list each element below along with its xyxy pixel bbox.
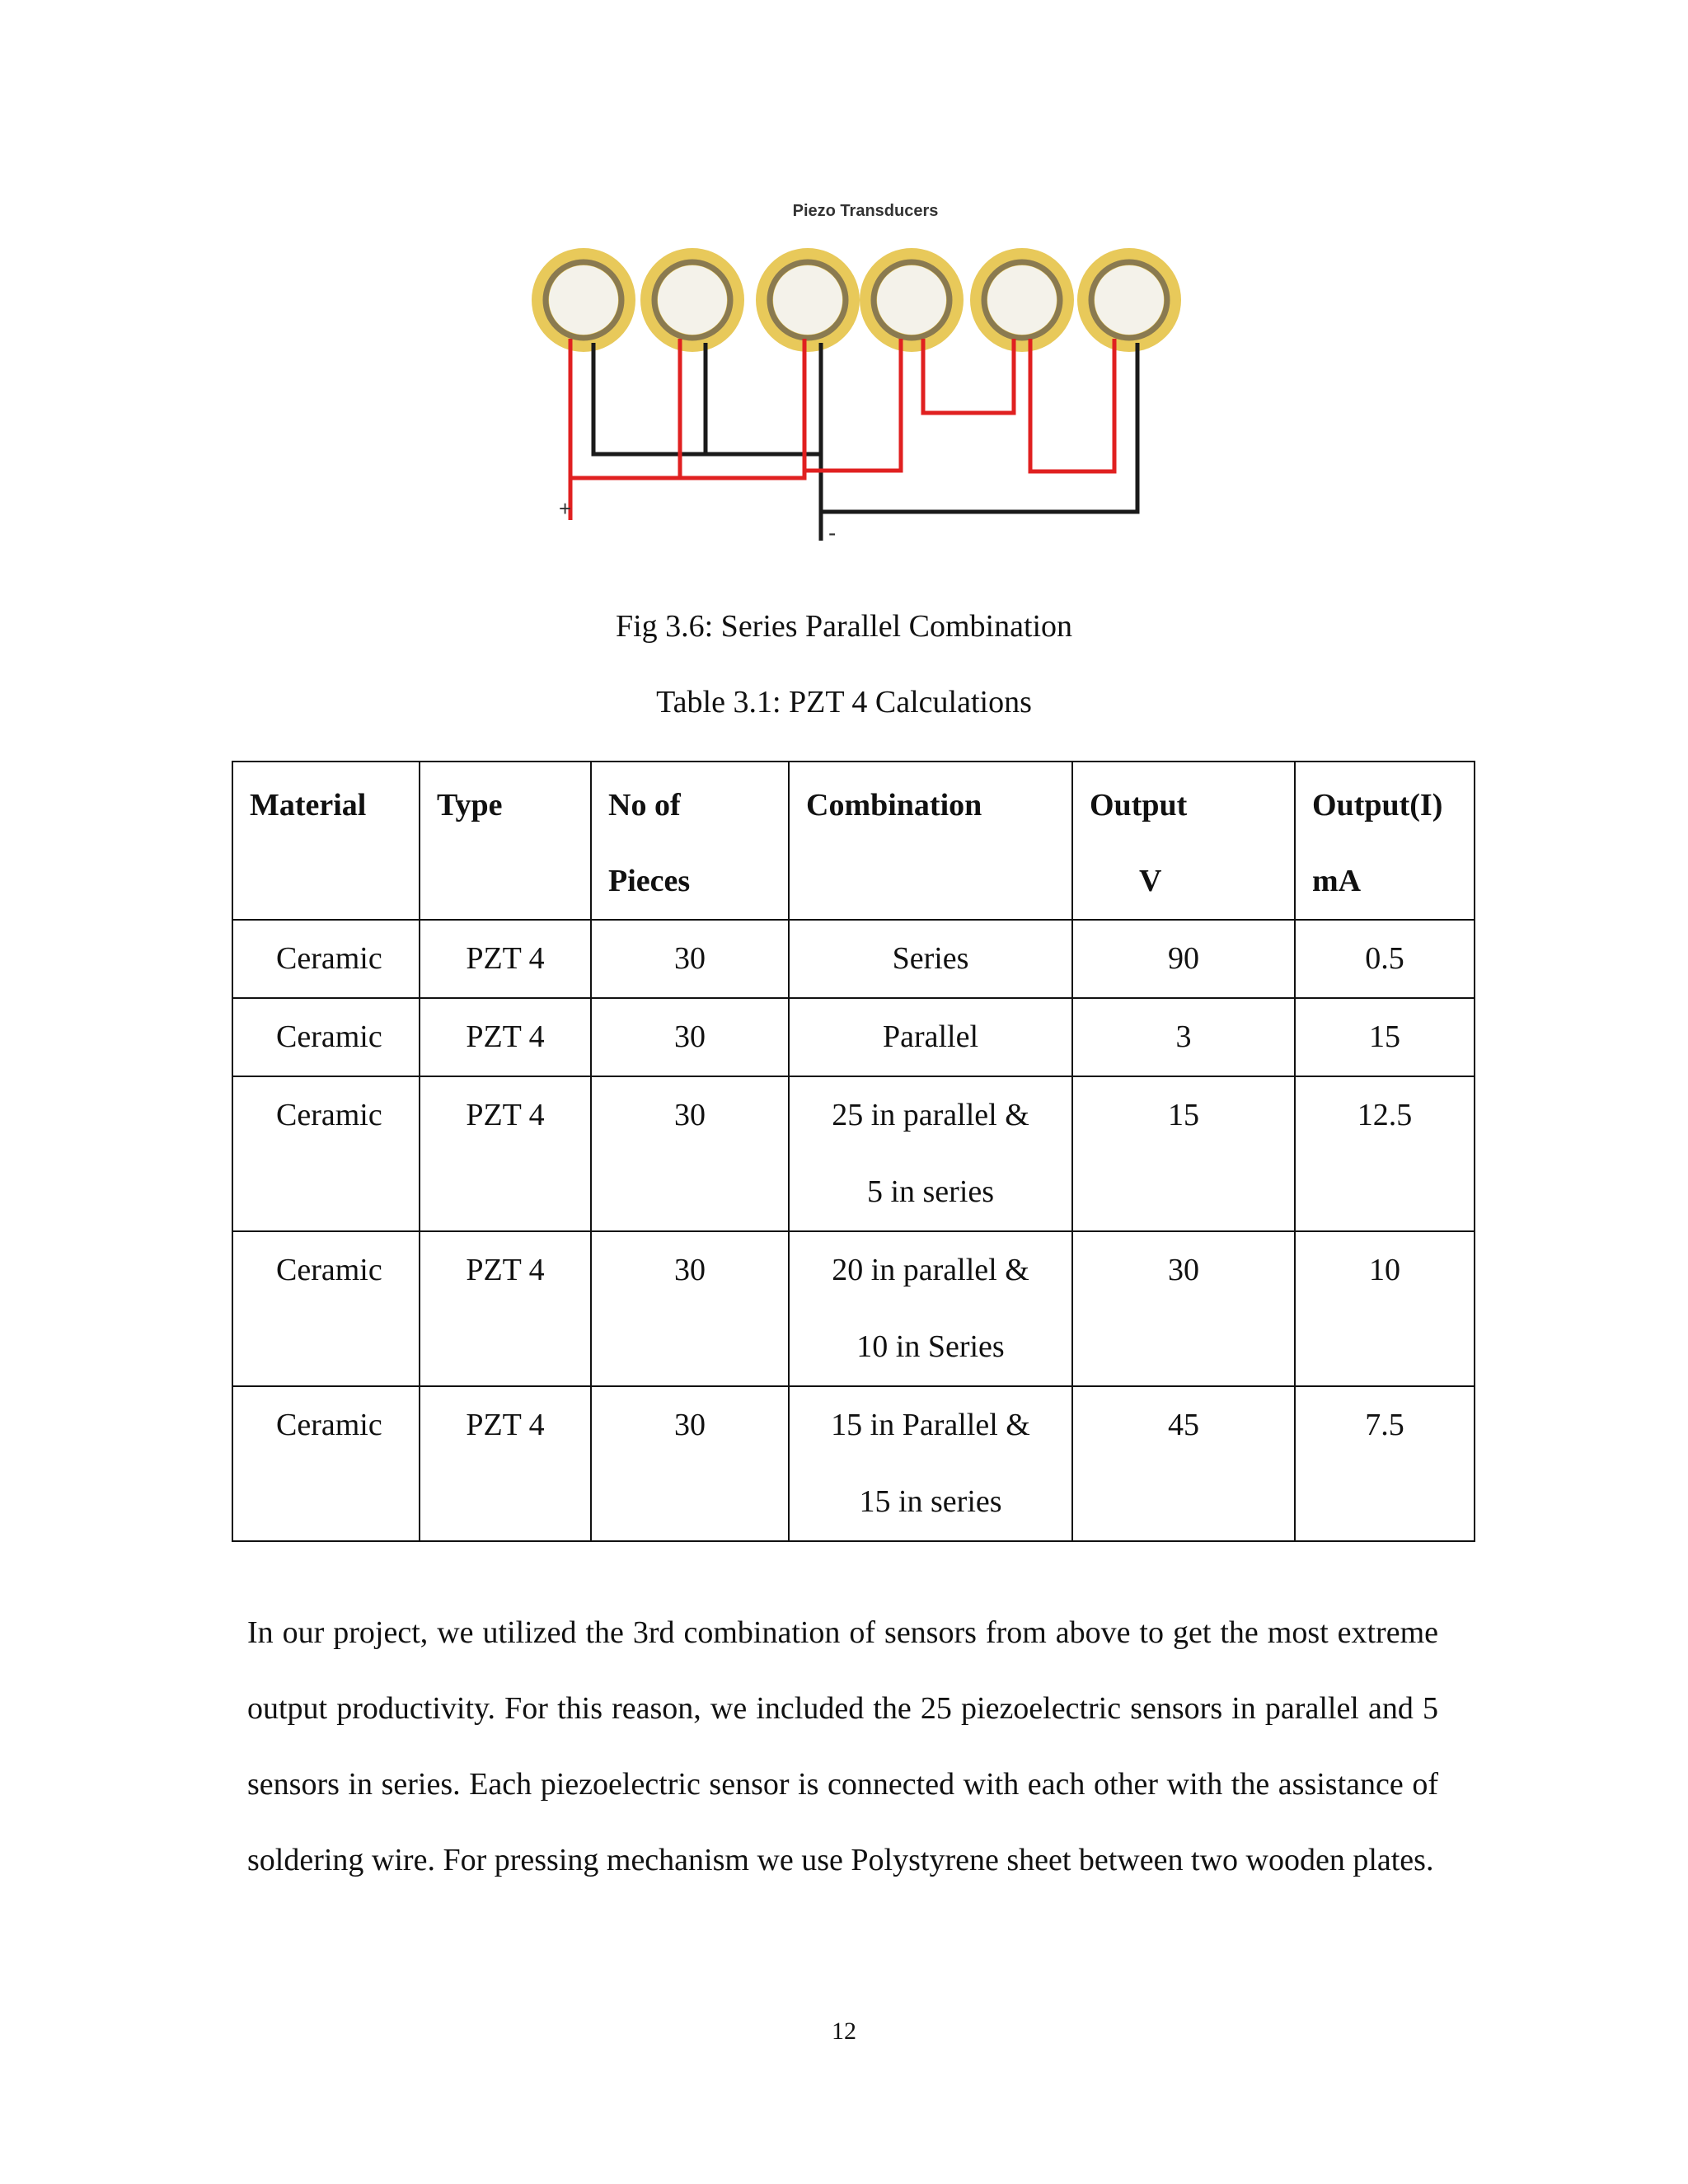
header-output-ma: Output(I) mA xyxy=(1295,762,1475,920)
red-wire-4 xyxy=(923,339,1014,413)
cell-output-v: 30 xyxy=(1072,1231,1295,1386)
plus-sign: + xyxy=(559,496,572,521)
piezo-disc-icon xyxy=(970,248,1074,352)
header-pieces: No of Pieces xyxy=(591,762,789,920)
piezo-discs xyxy=(532,248,1181,352)
cell-combination: 20 in parallel & 10 in Series xyxy=(789,1231,1072,1386)
piezo-disc-icon xyxy=(756,248,860,352)
cell-output-ma: 0.5 xyxy=(1295,920,1475,998)
figure-image-label: Piezo Transducers xyxy=(792,202,939,220)
cell-output-v: 45 xyxy=(1072,1386,1295,1541)
cell-output-v: 90 xyxy=(1072,920,1295,998)
red-wire-5 xyxy=(1030,339,1114,471)
cell-type: PZT 4 xyxy=(420,1076,591,1231)
header-type: Type xyxy=(420,762,591,920)
cell-pieces: 30 xyxy=(591,1076,789,1231)
cell-material: Ceramic xyxy=(232,1231,420,1386)
cell-type: PZT 4 xyxy=(420,998,591,1076)
body-paragraph: In our project, we utilized the 3rd combination of sensors from above to get the most extreme output productivity. For this reason, we included the 25 piezoelectric sensors in parallel and 5 sensors in series. Each piezoelectric sensor is connected with each other with the assistance of soldering wire. For pressing mechanism we use Polystyrene sheet between two wooden plates. xyxy=(247,1615,1438,1877)
cell-type: PZT 4 xyxy=(420,1231,591,1386)
cell-output-ma: 7.5 xyxy=(1295,1386,1475,1541)
cell-type: PZT 4 xyxy=(420,920,591,998)
cell-material: Ceramic xyxy=(232,1076,420,1231)
table-row xyxy=(232,1386,1475,1541)
header-output-v: Output V xyxy=(1072,762,1295,920)
cell-type: PZT 4 xyxy=(420,1386,591,1541)
minus-sign: - xyxy=(828,520,837,546)
figure-caption: Fig 3.6: Series Parallel Combination xyxy=(615,609,1073,644)
page-number: 12 xyxy=(832,2018,856,2045)
table-row xyxy=(232,1076,1475,1231)
cell-output-ma: 12.5 xyxy=(1295,1076,1475,1231)
table-row xyxy=(232,998,1475,1076)
table-caption: Table 3.1: PZT 4 Calculations xyxy=(656,685,1032,719)
piezo-disc-icon xyxy=(640,248,744,352)
cell-pieces: 30 xyxy=(591,920,789,998)
wiring xyxy=(570,339,1137,541)
cell-output-ma: 10 xyxy=(1295,1231,1475,1386)
header-combination: Combination xyxy=(789,762,1072,920)
cell-combination: 25 in parallel & 5 in series xyxy=(789,1076,1072,1231)
piezo-disc-icon xyxy=(1077,248,1181,352)
red-wire-1 xyxy=(570,339,804,478)
piezo-disc-icon xyxy=(860,248,964,352)
cell-material: Ceramic xyxy=(232,920,420,998)
cell-combination: Series xyxy=(789,920,1072,998)
cell-combination: Parallel xyxy=(789,998,1072,1076)
cell-output-v: 15 xyxy=(1072,1076,1295,1231)
table-header-row xyxy=(232,762,1475,920)
cell-combination: 15 in Parallel & 15 in series xyxy=(789,1386,1072,1541)
cell-pieces: 30 xyxy=(591,1231,789,1386)
cell-material: Ceramic xyxy=(232,998,420,1076)
cell-pieces: 30 xyxy=(591,1386,789,1541)
cell-output-v: 3 xyxy=(1072,998,1295,1076)
piezo-figure xyxy=(528,194,1203,565)
table-row xyxy=(232,920,1475,998)
header-material: Material xyxy=(232,762,420,920)
piezo-transducers-diagram xyxy=(528,194,1203,565)
cell-output-ma: 15 xyxy=(1295,998,1475,1076)
pzt-calculations-table xyxy=(232,761,1475,1542)
cell-material: Ceramic xyxy=(232,1386,420,1541)
table-row xyxy=(232,1231,1475,1386)
cell-pieces: 30 xyxy=(591,998,789,1076)
piezo-disc-icon xyxy=(532,248,635,352)
black-wire-3 xyxy=(821,343,1137,512)
